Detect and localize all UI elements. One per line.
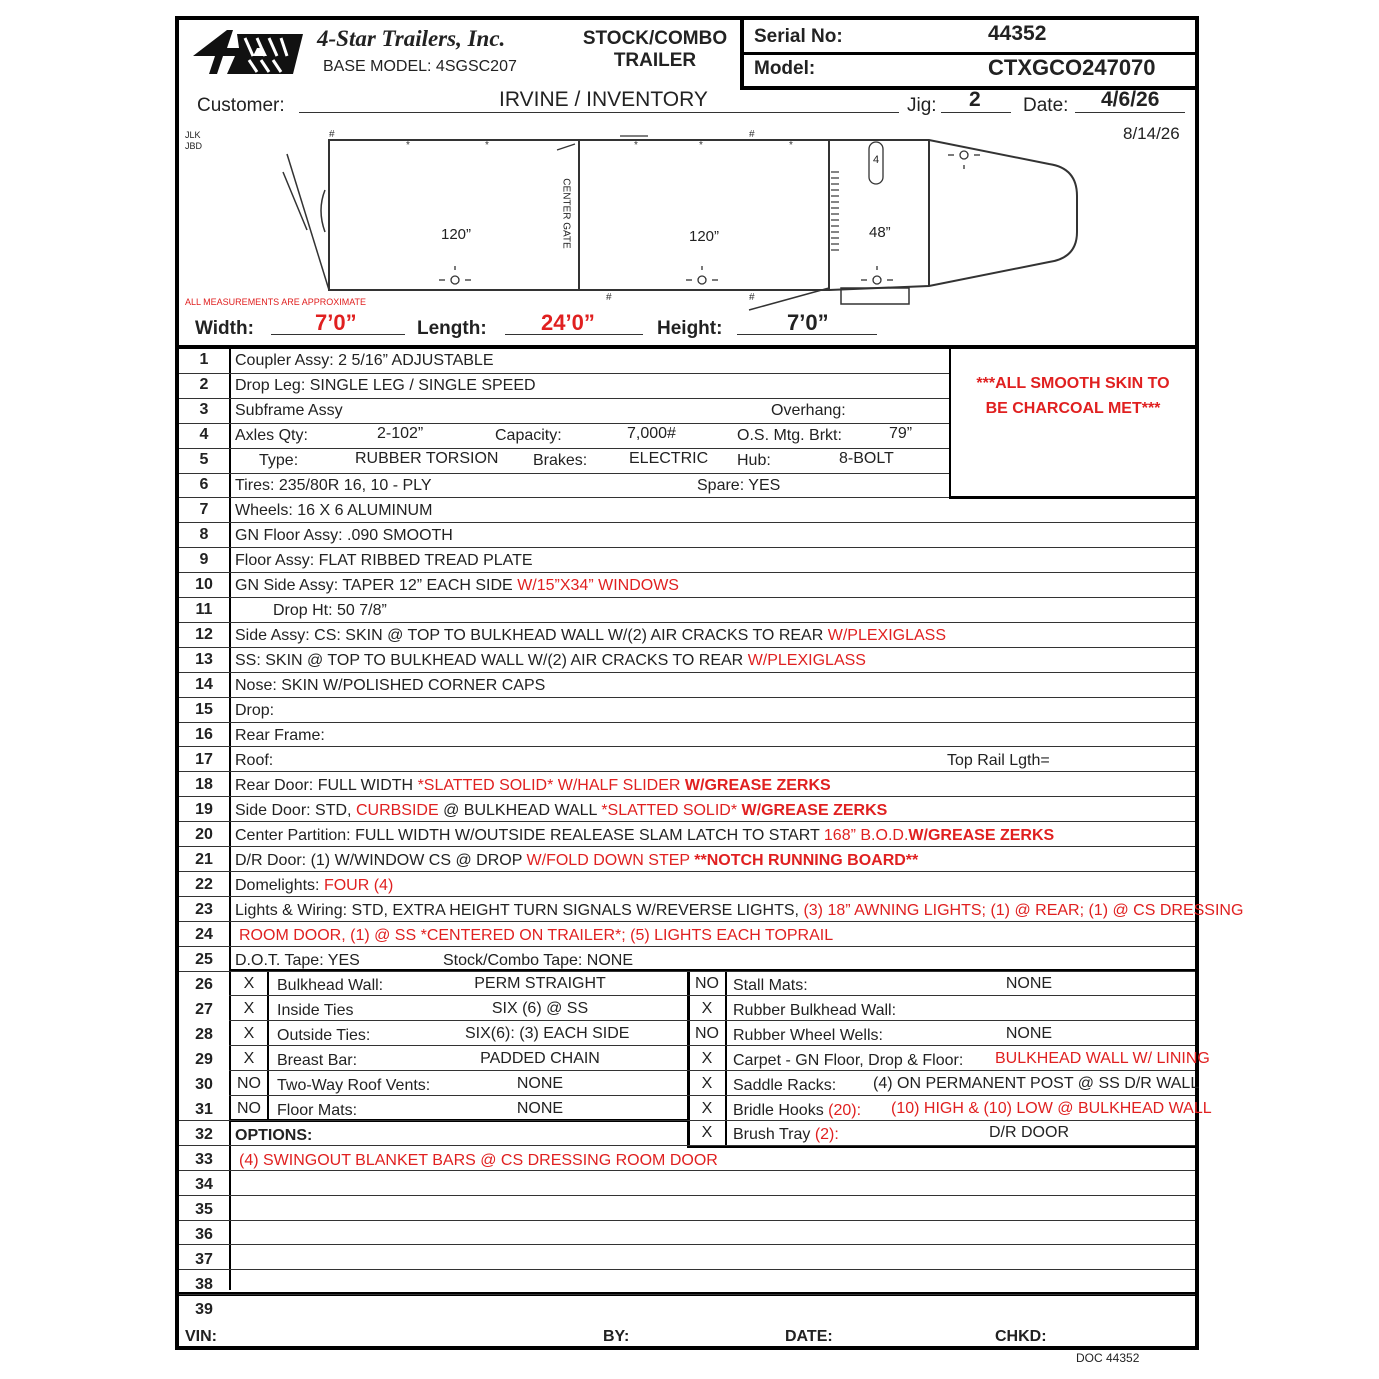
side-assy-ss-plexi: W/PLEXIGLASS — [747, 652, 866, 669]
check-item-label-text: Brush Tray — [733, 1126, 811, 1144]
hub-label: Hub: — [737, 452, 771, 469]
rear-door-label: Rear Door: — [235, 777, 314, 794]
check-item-value: PERM STRAIGHT — [474, 975, 606, 992]
option-line: (4) SWINGOUT BLANKET BARS @ CS DRESSING ROOM DOOR — [239, 1152, 718, 1169]
check-item-label: Breast Bar: — [277, 1051, 358, 1069]
os-mtg-brkt-label: O.S. Mtg. Brkt: — [737, 427, 842, 444]
row-number: 19 — [195, 801, 213, 818]
row-number: 38 — [195, 1275, 213, 1293]
check-item-label-text: Bridle Hooks — [733, 1101, 824, 1119]
check-mark: NO — [237, 1099, 261, 1117]
row-rule — [179, 746, 1195, 747]
gn-side-value: TAPER 12” EACH SIDE — [342, 577, 513, 594]
check-item-label: Inside Ties — [277, 1001, 354, 1019]
check-item-value: NONE — [516, 1074, 564, 1092]
row-rule — [179, 1170, 1195, 1171]
gn-floor-value: .090 SMOOTH — [347, 527, 453, 544]
check-mark: X — [701, 1124, 713, 1142]
serial-label: Serial No: — [754, 26, 843, 47]
row-number: 24 — [195, 926, 213, 943]
center-gate-label: CENTER GATE — [560, 178, 572, 249]
os-mtg-brkt-value: 79” — [889, 425, 913, 442]
row-number: 5 — [199, 451, 209, 468]
stock-combo-tape-value: NONE — [586, 952, 634, 969]
row-number: 26 — [195, 976, 213, 993]
lights-wiring-value: STD, EXTRA HEIGHT TURN SIGNALS W/REVERSE LIGHTS, — [351, 902, 799, 919]
row-rule — [179, 921, 1195, 922]
company-name: 4-Star Trailers, Inc. — [317, 26, 506, 51]
svg-text:#: # — [606, 292, 612, 303]
drop-leg-value: SINGLE LEG / SINGLE SPEED — [309, 377, 536, 394]
row-rule — [179, 522, 1195, 523]
svg-text:*: * — [699, 140, 703, 151]
tires-label: Tires: — [235, 477, 275, 494]
check-item-label: Outside Ties: — [277, 1026, 371, 1044]
overhang-label: Overhang: — [771, 402, 846, 419]
check-item-label: Floor Mats: — [277, 1101, 358, 1119]
capacity-value: 7,000# — [627, 425, 676, 442]
row-rule — [179, 1269, 1195, 1270]
side-door-slatted: *SLATTED SOLID* — [601, 802, 738, 819]
row-rule — [179, 821, 1195, 822]
row-rule — [179, 971, 1195, 972]
gn-floor-label: GN Floor Assy: — [235, 527, 343, 544]
approximate-note: ALL MEASUREMENTS ARE APPROXIMATE — [185, 297, 367, 307]
smooth-skin-note-2: BE CHARCOAL MET*** — [985, 400, 1161, 417]
row-number: 17 — [195, 751, 213, 768]
spare-value: YES — [748, 477, 781, 494]
drop-ht-value: 50 7/8” — [337, 602, 387, 619]
row-rule — [179, 1145, 1195, 1146]
check-item-label-text: Saddle Racks: — [733, 1076, 837, 1094]
row-number: 35 — [195, 1200, 213, 1218]
center-partition-zerks: W/GREASE ZERKS — [908, 827, 1055, 844]
hub-value: 8-BOLT — [839, 450, 894, 467]
smooth-skin-note-1: ***ALL SMOOTH SKIN TO — [976, 375, 1170, 392]
row-rule — [179, 622, 1195, 623]
row-rule — [229, 1045, 1195, 1046]
row-number: 36 — [195, 1225, 213, 1243]
domelights-value: FOUR (4) — [323, 877, 394, 894]
jig-underline — [941, 112, 1011, 113]
dim-rear-section: 120” — [689, 228, 720, 245]
row-rule — [179, 1195, 1195, 1196]
check-item-value: BULKHEAD WALL W/ LINING — [995, 1049, 1210, 1067]
check-mark: X — [243, 1049, 255, 1067]
row-number: 10 — [195, 576, 213, 593]
check-item-label-text: Stall Mats: — [733, 977, 808, 994]
check-mark: NO — [695, 975, 719, 992]
row-rule — [179, 871, 1195, 872]
check-item-label — [733, 1052, 963, 1070]
domelights-label: Domelights: — [235, 877, 320, 894]
tie-ring-number: 4 — [873, 154, 880, 166]
dr-door-value: (1) W/WINDOW CS @ DROP — [310, 852, 523, 869]
wheels-value: 16 X 6 ALUMINUM — [297, 502, 433, 519]
wheels-label: Wheels: — [235, 502, 293, 519]
check-item-value: NONE — [516, 1099, 564, 1117]
stock-combo-tape-label: Stock/Combo Tape: — [443, 952, 583, 969]
lights-wiring-awning: (3) 18” AWNING LIGHTS; (1) @ REAR; (1) @ CS DRESSING — [803, 902, 1244, 919]
check-mark: X — [243, 1024, 255, 1042]
height-value: 7’0” — [787, 310, 829, 335]
axle-type-value: RUBBER TORSION — [355, 450, 499, 467]
svg-text:*: * — [789, 140, 793, 151]
vin-label: VIN: — [185, 1328, 217, 1345]
check-mark: X — [701, 1049, 713, 1067]
row-number: 13 — [195, 651, 213, 668]
check-item-label — [733, 1077, 836, 1095]
center-partition-label: Center Partition: — [235, 827, 351, 844]
trailer-plan-view — [179, 120, 1195, 342]
row-rule — [179, 647, 1195, 648]
gn-side-label: GN Side Assy: — [235, 577, 339, 594]
axle-type-label: Type: — [259, 452, 299, 469]
revision-date: 8/14/26 — [1123, 124, 1180, 143]
width-label: Width: — [195, 318, 254, 339]
axles-qty-value: 2-102” — [377, 425, 424, 442]
lights-wiring-cont: ROOM DOOR, (1) @ SS *CENTERED ON TRAILER*; (5) LIGHTS EACH TOPRAIL — [239, 927, 834, 944]
row-rule — [229, 1070, 1195, 1071]
build-sheet — [175, 16, 1244, 1350]
gn-side-windows: W/15”X34” WINDOWS — [517, 577, 679, 594]
lights-wiring-label: Lights & Wiring: — [235, 902, 348, 919]
side-assy-label: Side Assy: — [235, 627, 310, 644]
check-item-label-text: Rubber Bulkhead Wall: — [733, 1001, 897, 1019]
header — [179, 20, 1195, 130]
options-label: OPTIONS: — [235, 1127, 313, 1144]
customer-value: IRVINE / INVENTORY — [499, 88, 708, 111]
floor-label: Floor Assy: — [235, 552, 315, 569]
center-partition-bod: 168” B.O.D. — [823, 827, 909, 844]
row-rule — [179, 373, 949, 374]
row-rule — [179, 597, 1195, 598]
footer — [179, 1318, 1195, 1352]
row-number: 31 — [195, 1100, 213, 1118]
row-number: 4 — [199, 426, 209, 443]
side-door-location: @ BULKHEAD WALL — [443, 802, 597, 819]
row-number: 39 — [195, 1300, 213, 1318]
row-number: 23 — [195, 901, 213, 918]
model-value: CTXGCO247070 — [988, 55, 1156, 80]
note-box-left — [949, 348, 951, 498]
grid-top-border — [179, 345, 1195, 349]
row-rule — [229, 1020, 1195, 1021]
trailer-drawing — [179, 120, 1195, 342]
customer-label: Customer: — [197, 95, 285, 116]
nose-value: SKIN W/POLISHED CORNER CAPS — [281, 677, 546, 694]
rear-door-value: FULL WIDTH — [317, 777, 414, 794]
check-item-value: SIX (6) @ SS — [491, 999, 589, 1017]
length-value: 24’0” — [541, 310, 595, 335]
dot-tape-value: YES — [327, 952, 360, 969]
check-item-value: SIX(6): (3) EACH SIDE — [465, 1024, 630, 1042]
side-assy-cs: CS: SKIN @ TOP TO BULKHEAD WALL W/(2) AIR CRACKS TO REAR — [314, 627, 824, 644]
capacity-label: Capacity: — [495, 427, 562, 444]
date-label: Date: — [1023, 95, 1069, 116]
dot-tape-label: D.O.T. Tape: — [235, 952, 324, 969]
row-number: 9 — [199, 551, 209, 568]
row-number: 15 — [195, 701, 213, 718]
side-door-value: STD, — [315, 802, 352, 819]
check-item-label: Two-Way Roof Vents: — [277, 1076, 431, 1094]
height-label: Height: — [657, 318, 723, 339]
row-number: 11 — [195, 601, 213, 618]
row-number: 27 — [195, 1000, 213, 1018]
check-item-label — [733, 1027, 883, 1045]
check-item-value: NONE — [1005, 975, 1053, 992]
row-number: 12 — [195, 626, 213, 643]
svg-text:*: * — [634, 140, 638, 151]
by-label: BY: — [603, 1328, 630, 1345]
coupler-value: 2 5/16” ADJUSTABLE — [338, 352, 494, 369]
side-assy-cs-plexi: W/PLEXIGLASS — [827, 627, 946, 644]
side-door-label: Side Door: — [235, 802, 311, 819]
dr-door-notch: **NOTCH RUNNING BOARD** — [694, 852, 919, 869]
number-column-divider — [229, 348, 231, 1290]
rear-door-slatted: *SLATTED SOLID* W/HALF SLIDER — [417, 777, 681, 794]
row-rule — [229, 995, 1195, 996]
row-rule — [179, 697, 1195, 698]
date-value: 4/6/26 — [1101, 88, 1160, 111]
dr-door-step: W/FOLD DOWN STEP — [526, 852, 690, 869]
model-label: Model: — [754, 58, 816, 79]
row-rule — [179, 423, 949, 424]
row-rule — [179, 398, 949, 399]
dim-front-section: 120” — [441, 226, 472, 243]
row-rule — [179, 572, 1195, 573]
side-assy-ss: SS: SKIN @ TOP TO BULKHEAD WALL W/(2) AIR CRACKS TO REAR — [235, 652, 744, 669]
subframe-label: Subframe Assy — [235, 402, 343, 419]
dr-door-label: D/R Door: — [235, 852, 307, 869]
drop-ht-label: Drop Ht: — [273, 602, 333, 619]
product-type-line2: TRAILER — [613, 50, 697, 71]
row-number: 3 — [199, 401, 209, 418]
row-number: 33 — [195, 1151, 213, 1168]
row-rule — [179, 1244, 1195, 1245]
nose-label: Nose: — [235, 677, 277, 694]
row-number: 20 — [195, 826, 213, 843]
check-item-value: D/R DOOR — [989, 1124, 1069, 1142]
spare-label: Spare: — [697, 477, 745, 494]
row-number: 6 — [199, 476, 209, 493]
check-item-label-text: Carpet - GN Floor, Drop & Floor: — [733, 1051, 964, 1069]
star-logo-icon — [187, 26, 307, 78]
check-item-value: NONE — [1005, 1024, 1053, 1042]
row-number: 2 — [199, 376, 209, 393]
serial-value: 44352 — [988, 22, 1047, 45]
row-rule — [179, 896, 1195, 897]
brakes-value: ELECTRIC — [629, 450, 709, 467]
check-mark: NO — [237, 1074, 261, 1092]
row-rule — [179, 796, 1195, 797]
row-rule — [179, 1294, 1195, 1295]
row-number: 18 — [195, 776, 213, 793]
serial-model-box — [740, 20, 1199, 90]
check-item-value: PADDED CHAIN — [480, 1049, 600, 1067]
initials-1: JLK — [185, 130, 201, 140]
row-number: 34 — [195, 1176, 213, 1193]
check-mark: X — [701, 999, 713, 1017]
rear-door-zerks: W/GREASE ZERKS — [684, 777, 831, 794]
row-rule — [179, 547, 1195, 548]
svg-text:*: * — [485, 140, 489, 151]
check-item-value: (10) HIGH & (10) LOW @ BULKHEAD WALL — [891, 1099, 1212, 1117]
check-mark: X — [243, 999, 255, 1017]
row-rule — [179, 473, 949, 474]
base-model: BASE MODEL: 4SGSC207 — [323, 58, 517, 75]
svg-text:#: # — [749, 292, 755, 303]
row-number: 21 — [195, 851, 213, 868]
date-signoff-label: DATE: — [785, 1328, 833, 1345]
date-underline — [1075, 112, 1185, 113]
doc-number: DOC 44352 — [1076, 1351, 1140, 1365]
row-number: 30 — [195, 1075, 213, 1093]
check-mark: X — [243, 975, 255, 992]
row-rule — [179, 946, 1195, 947]
initials-2: JBD — [185, 141, 203, 151]
svg-text:#: # — [749, 129, 755, 140]
check-item-quantity: (20): — [828, 1101, 862, 1119]
roof-label: Roof: — [235, 752, 274, 769]
row-rule — [179, 672, 1195, 673]
row-number: 7 — [199, 501, 209, 518]
jig-label: Jig: — [907, 95, 937, 116]
row-rule — [229, 1095, 1195, 1096]
tires-value: 235/80R 16, 10 - PLY — [278, 477, 432, 494]
check-item-label-text: Rubber Wheel Wells: — [733, 1026, 883, 1044]
length-label: Length: — [417, 318, 487, 339]
check-item-label — [733, 977, 808, 995]
top-rail-label: Top Rail Lgth= — [947, 752, 1050, 769]
check-mark: NO — [695, 1024, 719, 1042]
check-item-quantity: (2): — [814, 1126, 839, 1144]
row-rule — [179, 1220, 1195, 1221]
note-box-bottom — [949, 496, 1197, 499]
dim-dressing-room: 48” — [869, 224, 891, 241]
check-item-value: (4) ON PERMANENT POST @ SS D/R WALL — [873, 1074, 1200, 1092]
row-rule — [179, 497, 949, 498]
row-number: 8 — [199, 526, 209, 543]
check-mark: X — [701, 1074, 713, 1092]
side-door-curbside: CURBSIDE — [355, 802, 439, 819]
measurements — [179, 310, 1195, 346]
check-item-label — [733, 1102, 861, 1120]
drop-label: Drop: — [235, 702, 275, 719]
center-partition-value: FULL WIDTH W/OUTSIDE REALEASE SLAM LATCH TO START — [355, 827, 820, 844]
row-number: 37 — [195, 1250, 213, 1268]
row-rule — [179, 771, 1195, 772]
svg-text:#: # — [329, 129, 335, 140]
row-number: 1 — [199, 351, 209, 368]
row-number: 32 — [195, 1126, 213, 1143]
coupler-label: Coupler Assy: — [235, 352, 334, 369]
check-item-label — [733, 1126, 839, 1144]
row-rule — [179, 846, 1195, 847]
row-number: 22 — [195, 876, 213, 893]
jig-value: 2 — [969, 88, 981, 111]
check-item-label: Bulkhead Wall: — [277, 977, 384, 994]
check-item-label — [733, 1002, 896, 1020]
row-number: 25 — [195, 951, 213, 968]
svg-text:*: * — [406, 140, 410, 151]
floor-value: FLAT RIBBED TREAD PLATE — [318, 552, 533, 569]
row-number: 16 — [195, 726, 213, 743]
axles-qty-label: Axles Qty: — [235, 427, 308, 444]
drop-leg-label: Drop Leg: — [235, 377, 306, 394]
customer-underline — [299, 112, 899, 113]
row-number: 29 — [195, 1050, 213, 1068]
check-mark: X — [701, 1099, 713, 1117]
width-value: 7’0” — [315, 310, 357, 335]
row-number: 14 — [195, 676, 213, 693]
row-rule — [179, 722, 1195, 723]
row-rule — [179, 448, 949, 449]
rear-frame-label: Rear Frame: — [235, 727, 325, 744]
row-number: 28 — [195, 1025, 213, 1043]
brakes-label: Brakes: — [533, 452, 588, 469]
row-rule — [179, 1120, 1195, 1121]
chkd-label: CHKD: — [995, 1328, 1047, 1345]
side-door-zerks: W/GREASE ZERKS — [741, 802, 888, 819]
product-type-line1: STOCK/COMBO — [582, 28, 728, 49]
